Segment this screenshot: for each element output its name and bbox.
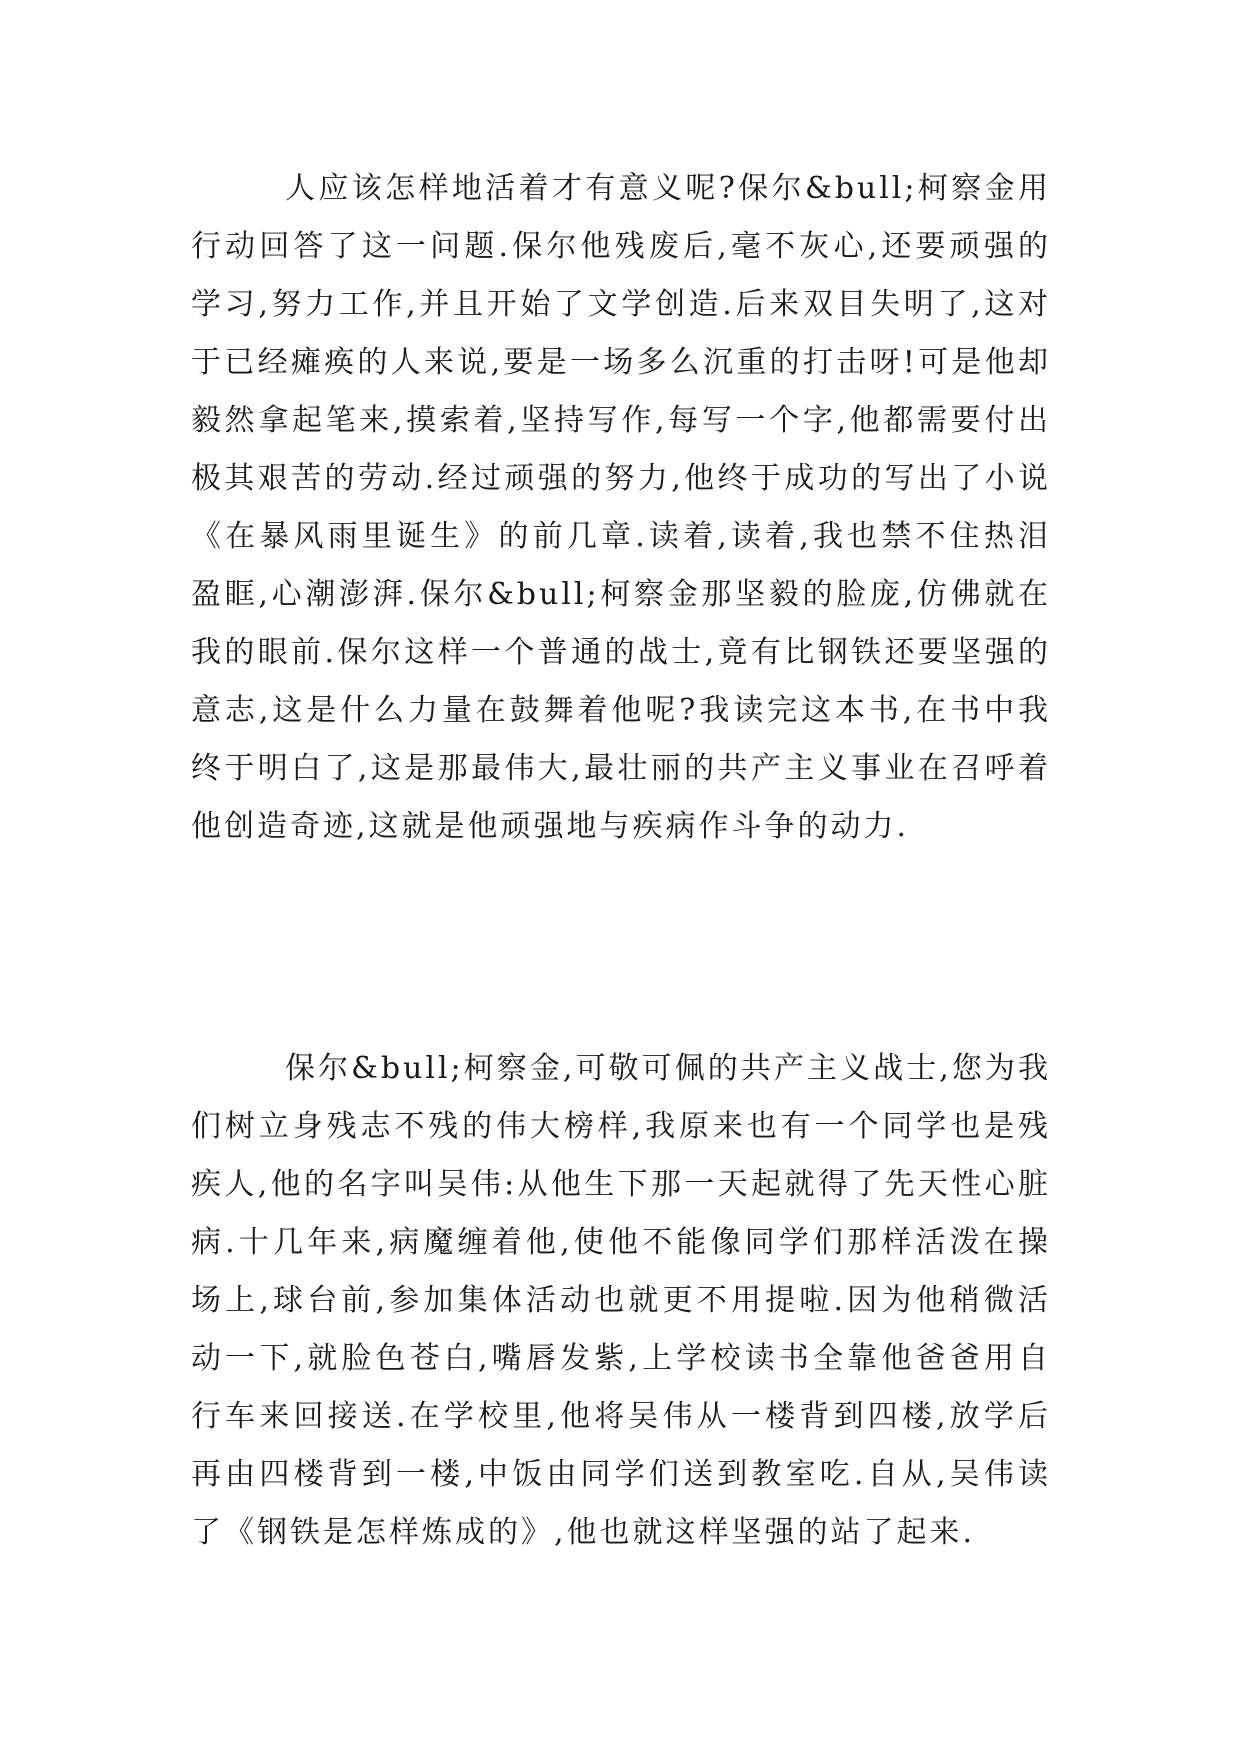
paragraph-1: 人应该怎样地活着才有意义呢?保尔&bull;柯察金用行动回答了这一问题.保尔他残废后,毫不灰心,还要顽强的学习,努力工作,并且开始了文学创造.后来双目失明了,这对于已经瘫痪的人来说,要是一场多么沉重的打击呀!可是他却毅然拿起笔来,摸索着,坚持写作,每写一个字,他都需要付出极其艰苦的劳动.经过顽强的努力,他终于成功的写出了小说《在暴风雨里诞生》的前几章.读着,读着,我也禁不住热泪盈眶,心潮澎湃.保尔&bull;柯察金那坚毅的脸庞,仿佛就在我的眼前.保尔这样一个普通的战士,竟有比钢铁还要坚强的意志,这是什么力量在鼓舞着他呢?我读完这本书,在书中我终于明白了,这是那最伟大,最壮丽的共产主义事业在召呼着他创造奇迹,这就是他顽强地与疾病作斗争的动力. — [191, 171, 1051, 844]
paragraph-2: 保尔&bull;柯察金,可敬可佩的共产主义战士,您为我们树立身残志不残的伟大榜样,我原来也有一个同学也是残疾人,他的名字叫吴伟:从他生下那一天起就得了先天性心脏病.十几年来,病魔缠着他,使他不能像同学们那样活泼在操场上,球台前,参加集体活动也就更不用提啦.因为他稍微活动一下,就脸色苍白,嘴唇发紫,上学校读书全靠他爸爸用自行车来回接送.在学校里,他将吴伟从一楼背到四楼,放学后再由四楼背到一楼,中饭由同学们送到教室吃.自从,吴伟读了《钢铁是怎样炼成的》,他也就这样坚强的站了起来. — [191, 1051, 1051, 1550]
